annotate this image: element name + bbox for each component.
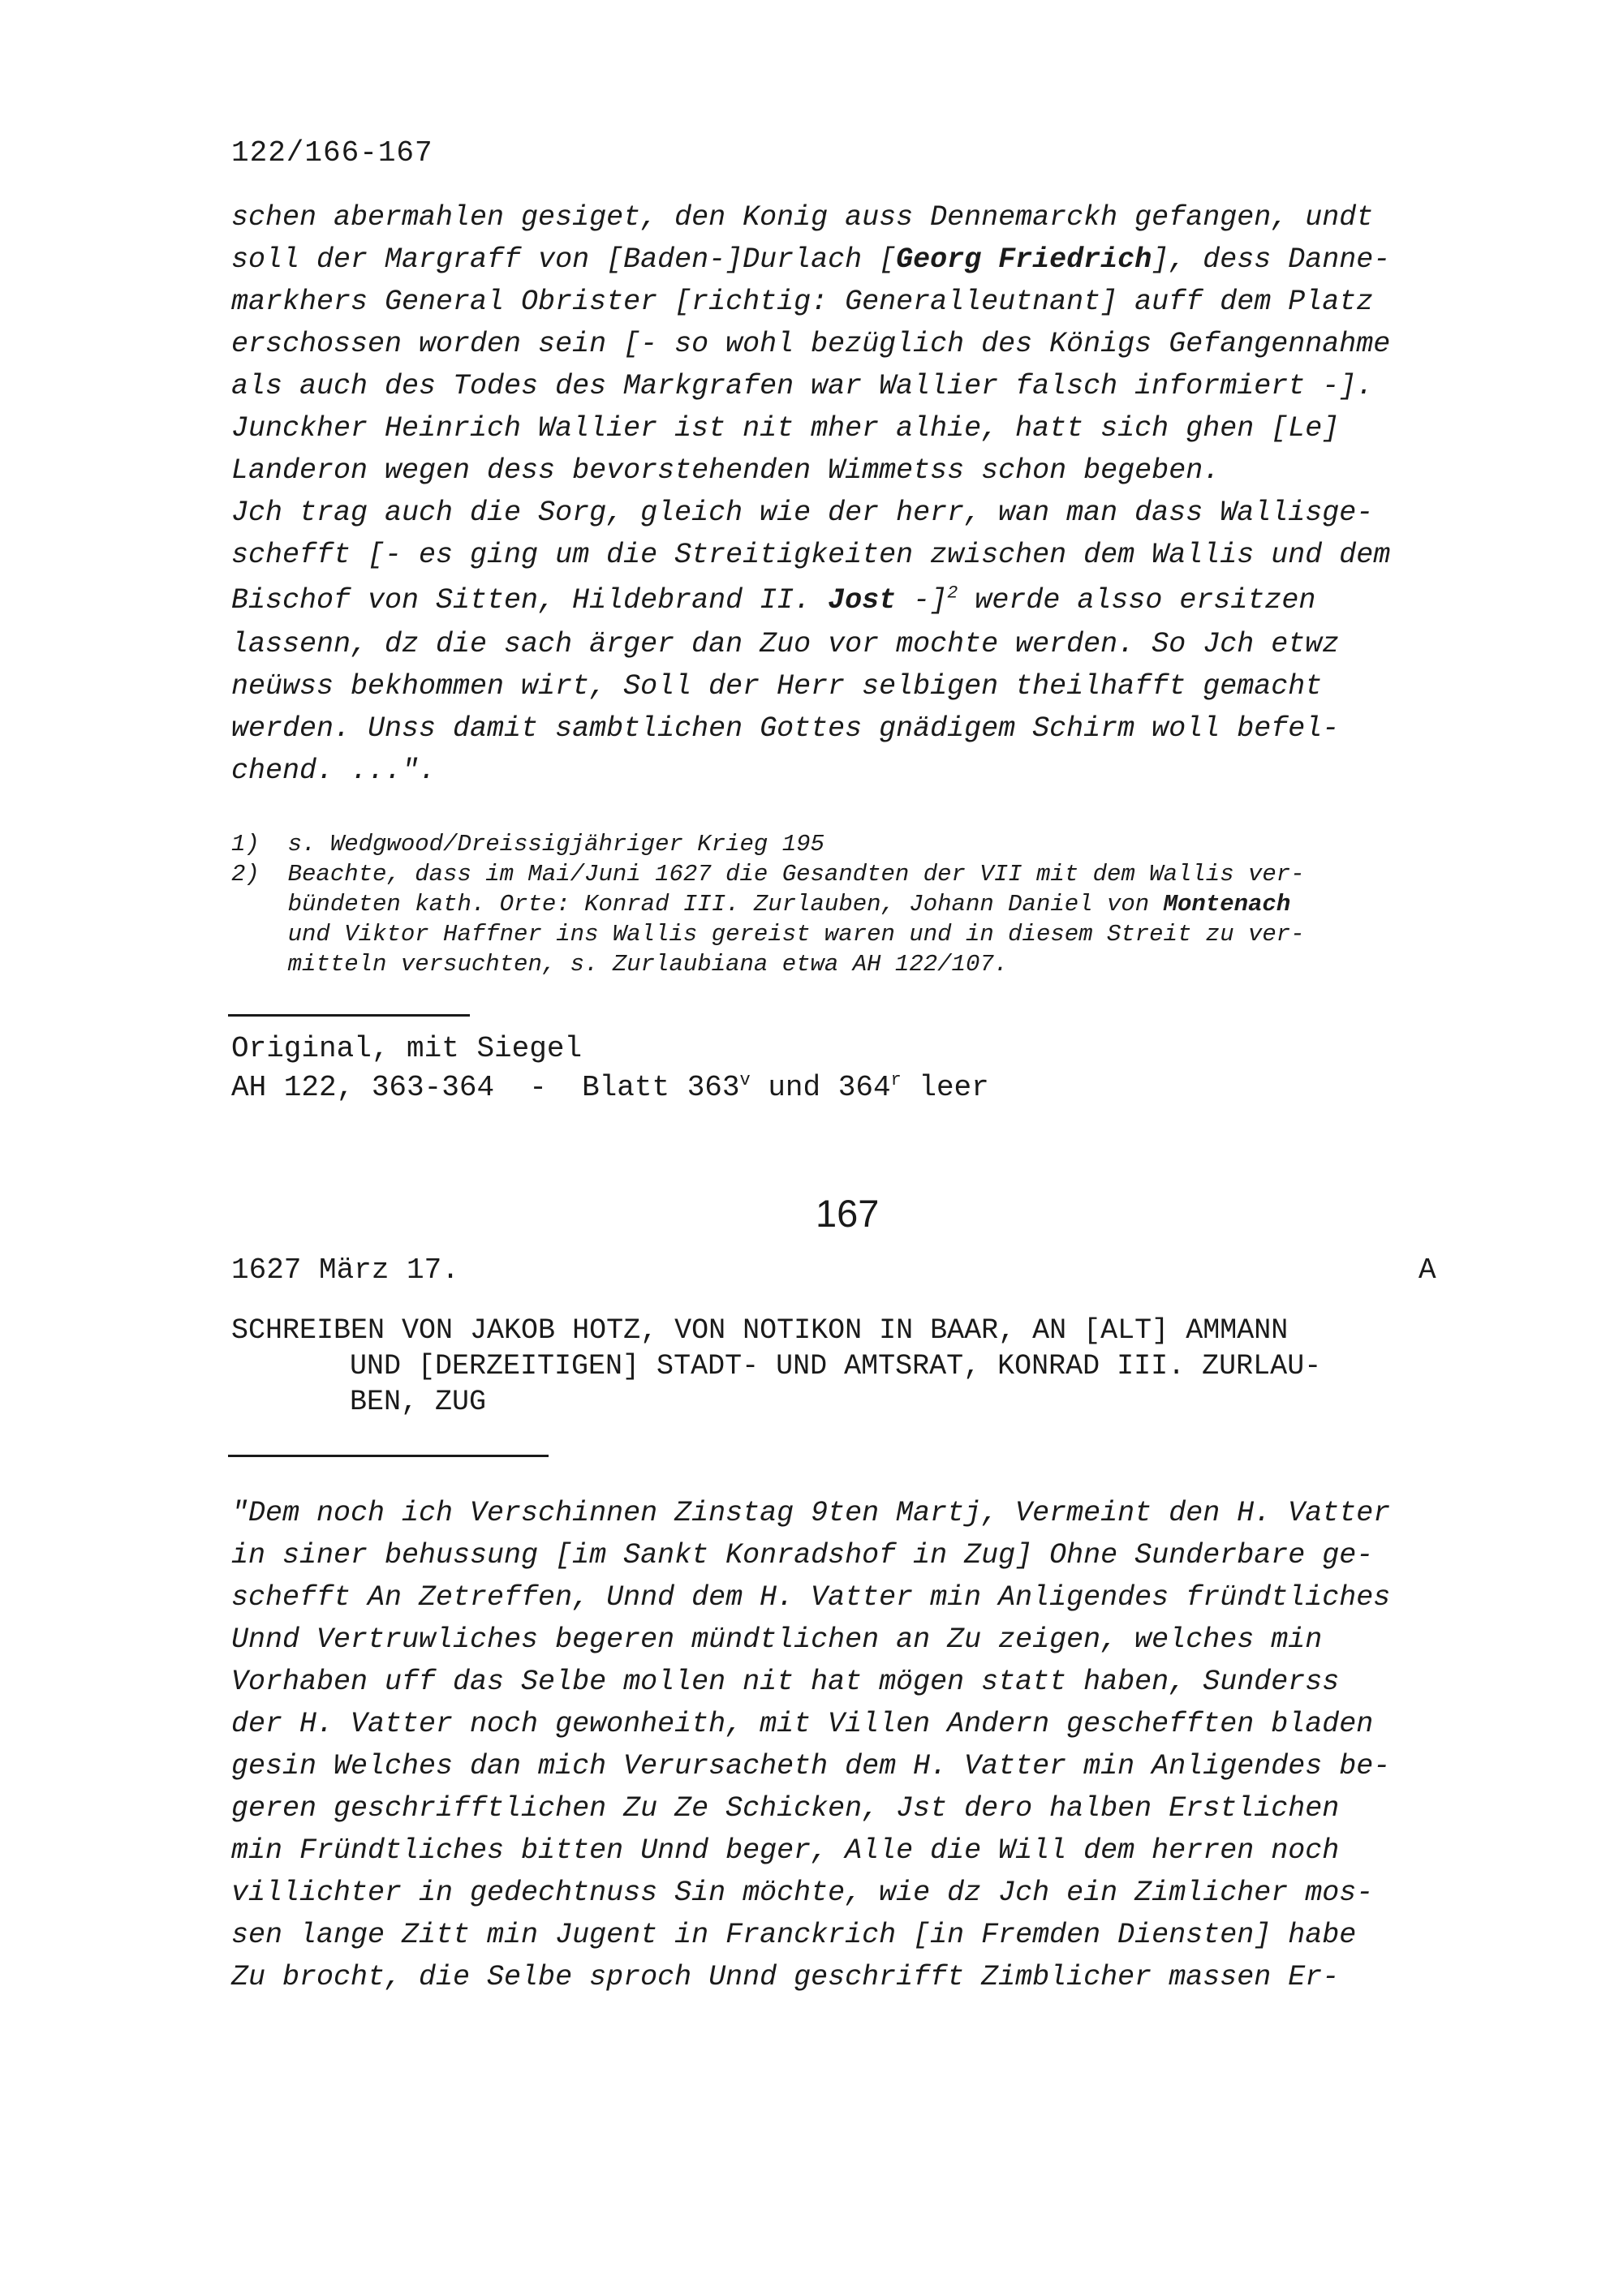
footnote-2-line: bündeten kath. Orte: Konrad III. Zurlauben, Johann Daniel von Montenach [231,891,1291,918]
text-line: Jch trag auch die Sorg, gleich wie der herr, wan man dass Wallisge- [231,497,1374,529]
text-line: der H. Vatter noch gewonheith, mit Villen Andern geschefften bladen [231,1708,1374,1740]
document-category: A [1419,1253,1436,1287]
text-line: gesin Welches dan mich Verursacheth dem H. Vatter min Anligendes be- [231,1750,1391,1782]
bold-name: Jost [828,584,897,617]
bold-name: Montenach [1163,891,1291,918]
text-line: min Fründtliches bitten Unnd beger, Alle die Will dem herren noch [231,1834,1340,1867]
text-line: sen lange Zitt min Jugent in Franckrich [in Fremden Diensten] habe [231,1919,1357,1951]
text-line: chend. ...". [231,755,437,787]
source-reference: AH 122, 363-364 - Blatt 363$^v$ und 364$^r$ leer [231,1070,989,1104]
text-line: Junckher Heinrich Wallier ist nit mher alhie, hatt sich ghen [Le] [231,412,1340,445]
text-line: neüwss bekhommen wirt, Soll der Herr selbigen theilhafft gemacht [231,670,1323,703]
text-line: geren geschrifftlichen Zu Ze Schicken, Jst dero halben Erstlichen [231,1792,1340,1825]
text-line: in siner behussung [im Sankt Konradshof in Zug] Ohne Sunderbare ge- [231,1539,1374,1572]
document-title-line: SCHREIBEN VON JAKOB HOTZ, VON NOTIKON IN BAAR, AN [ALT] AMMANN [231,1314,1289,1347]
divider-rule [228,1455,549,1457]
text-line: schefft An Zetreffen, Unnd dem H. Vatter min Anligendes fründtliches [231,1581,1391,1614]
text-line: schefft [- es ging um die Streitigkeiten zwischen dem Wallis und dem [231,539,1391,571]
text-line: Unnd Vertruwliches begeren mündtlichen an Zu zeigen, welches min [231,1623,1323,1656]
text-line: als auch des Todes des Markgrafen war Wallier falsch informiert -]. [231,370,1374,402]
footnote-2: 2) Beachte, dass im Mai/Juni 1627 die Gesandten der VII mit dem Wallis ver- [231,861,1305,888]
document-title-line: UND [DERZEITIGEN] STADT- UND AMTSRAT, KONRAD III. ZURLAU- [350,1350,1322,1382]
document-date: 1627 März 17. [231,1253,459,1287]
source-note: Original, mit Siegel [231,1032,583,1065]
page-header: 122/166-167 [231,136,433,170]
text-line: villichter in gedechtnuss Sin möchte, wie dz Jch ein Zimlicher mos- [231,1877,1374,1909]
text-line: lassenn, dz die sach ärger dan Zuo vor mochte werden. So Jch etwz [231,628,1340,660]
text-line: Landeron wegen dess bevorstehenden Wimmetss schon begeben. [231,454,1220,487]
text-line: werden. Unss damit sambtlichen Gottes gnädigem Schirm woll befel- [231,712,1340,745]
footnote-ref: 2 [947,583,958,604]
text-line: soll der Margraff von [Baden-]Durlach [Georg Friedrich], dess Danne- [231,243,1391,276]
document-title-line: BEN, ZUG [350,1386,487,1418]
bold-name: Georg Friedrich [896,243,1152,276]
text-line: "Dem noch ich Verschinnen Zinstag 9ten Martj, Vermeint den H. Vatter [231,1497,1391,1529]
footnote-2-line: mitteln versuchten, s. Zurlaubiana etwa AH 122/107. [231,951,1009,978]
footnote-2-line: und Viktor Haffner ins Wallis gereist waren und in diesem Streit zu ver- [231,921,1305,948]
text-line: Bischof von Sitten, Hildebrand II. Jost -]$^2$ werde alsso ersitzen [231,583,1316,617]
text-line: erschossen worden sein [- so wohl bezüglich des Königs Gefangennahme [231,328,1391,360]
text-line: markhers General Obrister [richtig: Generalleutnant] auff dem Platz [231,286,1374,318]
text-line: Zu brocht, die Selbe sproch Unnd geschrifft Zimblicher massen Er- [231,1961,1340,1993]
text-line: schen abermahlen gesiget, den Konig auss Dennemarckh gefangen, undt [231,201,1374,234]
divider-rule [228,1014,470,1017]
footnote-1: 1) s. Wedgwood/Dreissigjähriger Krieg 195 [231,831,824,858]
document-number: 167 [816,1192,880,1235]
text-line: Vorhaben uff das Selbe mollen nit hat mögen statt haben, Sunderss [231,1666,1340,1698]
